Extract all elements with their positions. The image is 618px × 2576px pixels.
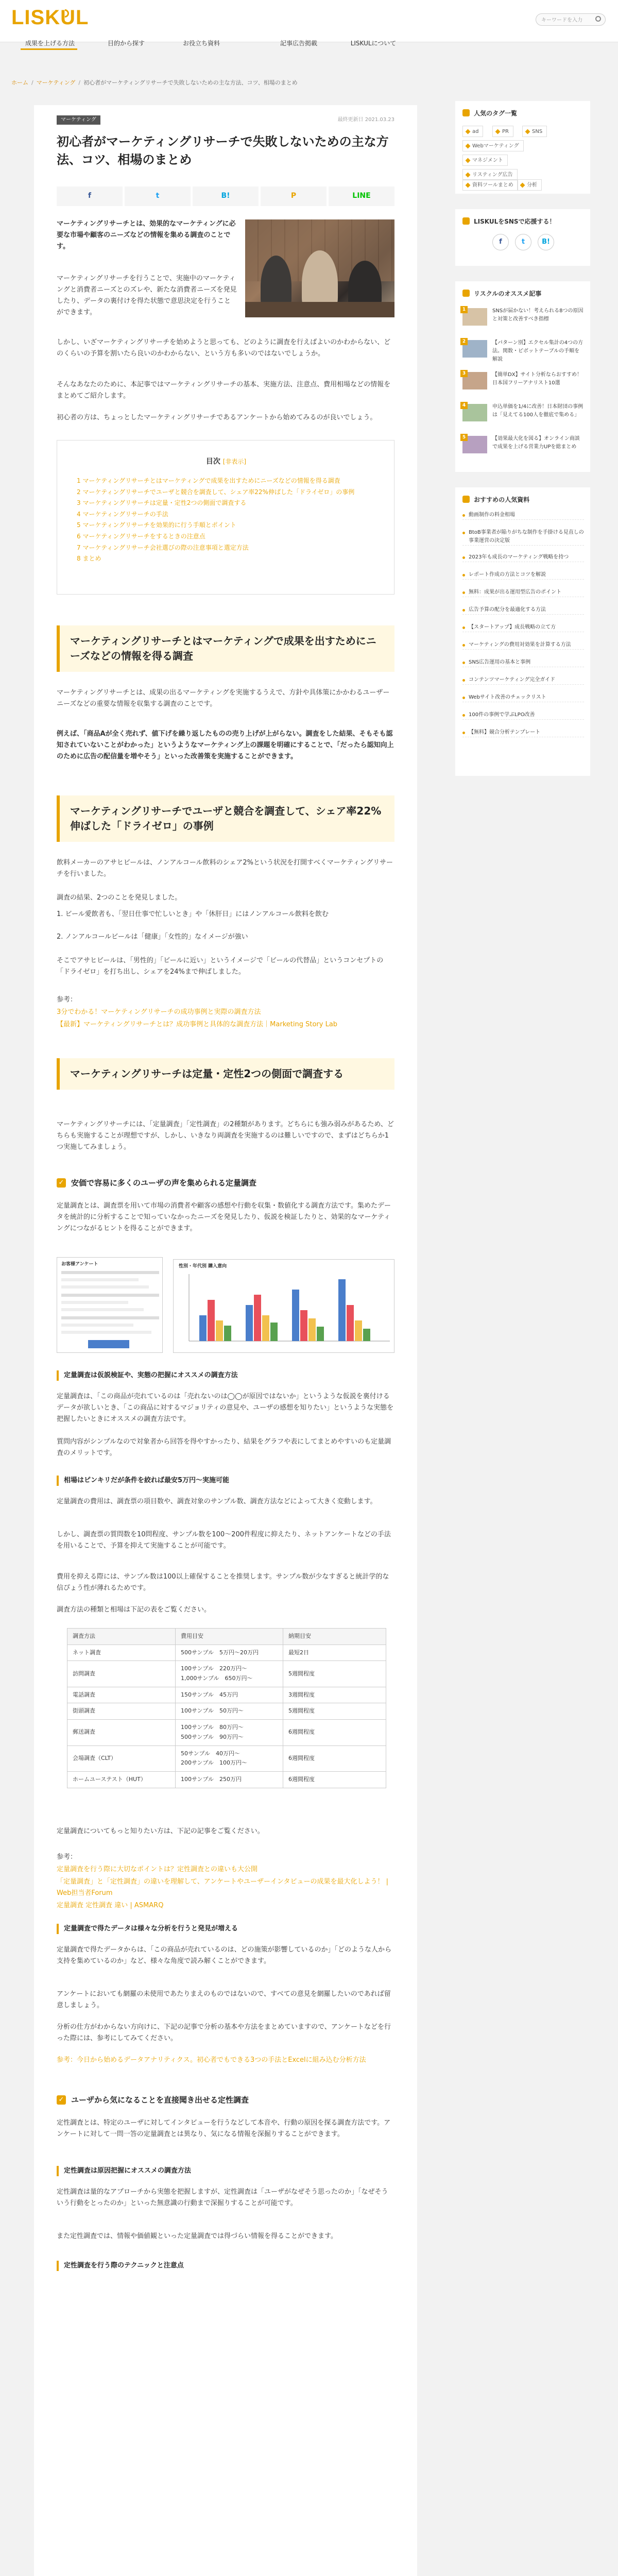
subsection-h4-5: 定性調査を行う際のテクニックと注意点 <box>57 2261 394 2271</box>
popular-item[interactable]: コンテンツマーケティング完全ガイド <box>462 676 584 685</box>
table-of-contents <box>57 440 394 595</box>
follow-widget-title: LISKULをSNSで応援する！ <box>462 216 556 227</box>
check-icon: ✓ <box>57 1178 66 1188</box>
search-icon[interactable] <box>595 16 601 22</box>
reference-label: 参考： <box>57 1853 77 1861</box>
table-cell: 会場調査（CLT） <box>67 1745 176 1771</box>
popular-item[interactable]: 動画制作の料金相場 <box>462 511 584 520</box>
breadcrumb-home[interactable]: ホーム <box>11 79 28 86</box>
ranking-item[interactable]: 1 SNSが届かない！考えられる8つの原因と対策と改善すべき指標 <box>462 307 584 324</box>
popular-item[interactable]: 100件の事例で学ぶLPO改善 <box>462 711 584 720</box>
section2-list-item-1: 1. ビール愛飲者も、「翌日仕事で忙しいとき」や「休肝日」にはノンアルコール飲料を飲む <box>57 910 329 918</box>
tag-chip[interactable]: マネジメント <box>462 155 508 166</box>
tag-icon <box>466 158 471 163</box>
ranking-item[interactable]: 2 【パターン別】エクセル集計の4つの方法。関数・ピボットテーブルの手順を解説 <box>462 339 584 364</box>
popular-item[interactable]: 【スタートアップ】成長戦略の立て方 <box>462 623 584 632</box>
section3-paragraph-11: アンケートにおいても網羅の未使用であたりまえのものではないので、すべての意見を網羅したいのであれば留意しましょう。 <box>57 1990 391 2010</box>
follow-facebook-button[interactable]: f <box>492 234 509 250</box>
tags-widget <box>455 101 590 194</box>
table-header-row <box>67 1629 386 1645</box>
share-facebook-button[interactable]: f <box>57 187 123 206</box>
subsection-h4-4: 定性調査は原因把握にオススメの調査方法 <box>57 2166 394 2176</box>
megaphone-icon <box>462 217 470 225</box>
table-header-method: 調査方法 <box>67 1629 176 1645</box>
table-cell: 100サンプル 250万円 <box>176 1771 283 1788</box>
survey-bar-chart <box>174 1269 395 1351</box>
table-cell: 3週間程度 <box>283 1687 386 1703</box>
tag-icon <box>525 129 530 134</box>
section3-paragraph-6: しかし、調査票の質問数を10問程度、サンプル数を100〜200件程度に抑えたり、ネットアンケートなどの手法を用いることで、予算を抑えて実施することが可能です。 <box>57 1531 391 1550</box>
subsection-h4-3: 定量調査で得たデータは様々な分析を行うと発見が増える <box>57 1924 394 1934</box>
pricing-table <box>67 1628 386 1788</box>
reference-link[interactable]: 参考：今日から始めるデータアナリティクス。初心者でもできる3つの手法とExcelに組み込む分析方法 <box>57 2056 366 2064</box>
toc-item[interactable]: 4 マーケティングリサーチの手法 <box>77 510 168 518</box>
share-line-button[interactable]: LINE <box>329 187 394 206</box>
site-logo[interactable]: LISKUL <box>11 6 89 29</box>
share-buttons <box>57 187 394 206</box>
nav-item-purpose[interactable]: 目的から探す <box>107 40 145 47</box>
share-hatena-button[interactable]: B! <box>193 187 259 206</box>
nav-active-indicator <box>21 48 77 50</box>
tag-icon <box>466 144 471 149</box>
page-title: 初心者がマーケティングリサーチで失敗しないための主な方法、コツ、相場のまとめ <box>57 134 389 167</box>
table-cell: 6週間程度 <box>283 1771 386 1788</box>
table-header-delivery: 納期目安 <box>283 1629 386 1645</box>
search-placeholder: キーワードを入力 <box>541 18 582 23</box>
survey-chart-image <box>173 1259 394 1353</box>
subsection-heading-quantitative <box>57 1177 394 1190</box>
table-cell: 150サンプル 45万円 <box>176 1687 283 1703</box>
tag-icon <box>466 129 471 134</box>
table-cell: 100サンプル 50万円〜 <box>176 1703 283 1720</box>
popular-item[interactable]: レポート作成の方法とコツを解説 <box>462 571 584 580</box>
section1-paragraph-2: 例えば、「商品Aが全く売れず、値下げを繰り返したものの売り上げが上がらない。調査をした結果、そもそも認知されていないことがわかった」というようなマーケティング上の課題を明確にすることで、「だったら認知向上のために広告の配信量を増やそう」といった改善策を実施することができます。 <box>57 730 394 761</box>
table-cell: 電話調査 <box>67 1687 176 1703</box>
table-cell: 6週間程度 <box>283 1745 386 1771</box>
ranking-item[interactable]: 4 申込単価を1/4に改善！日本財団の事例は「見えてる100人を徹底で集める」 <box>462 403 584 419</box>
ranking-item[interactable]: 5 【効果最大化を図る】オンライン商談で成果を上げる営業力UPを総まとめ <box>462 435 584 451</box>
tag-chip[interactable]: SNS <box>522 126 547 137</box>
table-cell: 100サンプル 220万円〜 1,000サンプル 650万円〜 <box>176 1661 283 1687</box>
nav-item-about[interactable]: LISKULについて <box>350 40 397 47</box>
subsection-h4-2: 相場はピンキリだが条件を絞れば最安5万円〜実施可能 <box>57 1476 394 1486</box>
section3-paragraph-12: 分析の仕方がわからない方向けに、下記の記事で分析の基本や方法をまとめていますので、アンケートなどを行った際には、参考にしてみてください。 <box>57 2023 391 2043</box>
follow-widget <box>455 209 590 266</box>
subsection-heading-qualitative <box>57 2094 394 2107</box>
section3-paragraph-13: 定性調査とは、特定のユーザに対してインタビューを行うなどして本音や、行動の原因を探る調査方法です。アンケートに対して一問一答の定量調査とは異なり、気になる情報を深掘りすることができます。 <box>57 2119 391 2139</box>
section2-list-item-2: 2. ノンアルコールビールは「健康」「女性的」なイメージが強い <box>57 933 248 941</box>
table-row <box>67 1771 386 1788</box>
popular-item[interactable]: 広告予算の配分を最適化する方法 <box>462 606 584 615</box>
section-heading-1: マーケティングリサーチとはマーケティングで成果を出すためにニーズなどの情報を得る調査 <box>57 625 394 672</box>
popular-docs-widget <box>455 487 590 776</box>
tag-chip[interactable]: リスティング広告 <box>462 169 518 180</box>
section3-paragraph-5: 定量調査の費用は、調査票の項目数や、調査対象のサンプル数、調査方法などによって大きく変動します。 <box>57 1498 377 1505</box>
section3-paragraph-4: 質問内容がシンプルなので対象者から回答を得やすかったり、結果をグラフや表にしてまとめやすいのも定量調査のメリットです。 <box>57 1438 391 1458</box>
reference-link[interactable]: 定量調査を行う際に大切なポイントは？定性調査との違いも大公開 <box>57 1866 258 1873</box>
popular-item[interactable]: 2023年も成長のマーケティング戦略を持つ <box>462 553 584 562</box>
survey-form-image <box>57 1257 163 1353</box>
reference-link[interactable]: 【最新】マーケティングリサーチとは？成功事例と具体的な調査方法｜Marketing Story Lab <box>57 1021 338 1028</box>
nav-item-methods[interactable]: 成果を上げる方法 <box>25 40 75 47</box>
section1-paragraph-1: マーケティングリサーチとは、成果の出るマーケティングを実施するうえで、方針や具体策にかかわるユーザーニーズなどの重要な情報を収集する調査のことです。 <box>57 689 390 708</box>
lead-paragraph: マーケティングリサーチとは、効果的なマーケティングに必要な市場や顧客のニーズなどの情報を集める調査のことです。 <box>57 220 236 251</box>
category-tag[interactable]: マーケティング <box>57 115 100 125</box>
ranking-item[interactable]: 3 【簡単DX】サイト分析ならおすすめ！日本国フリーアナリスト10選 <box>462 371 584 387</box>
section2-paragraph-3: そこでアサヒビールは、「男性的」「ビールに近い」というイメージで「ビールの代替品」というコンセプトの「ドライゼロ」を打ち出し、シェアを24%まで伸ばしました。 <box>57 957 384 976</box>
breadcrumb: ホーム / マーケティング / 初心者がマーケティングリサーチで失敗しないための主な方法、コツ、相場のまとめ <box>11 79 298 86</box>
lead-image <box>245 219 394 317</box>
table-cell: ネット調査 <box>67 1645 176 1661</box>
toc-title <box>57 456 395 468</box>
reference-link[interactable]: 定量調査 定性調査 違い | ASMARQ <box>57 1902 164 1909</box>
table-cell: 50サンプル 40万円〜 200サンプル 100万円〜 <box>176 1745 283 1771</box>
table-cell: 街頭調査 <box>67 1703 176 1720</box>
table-cell: 6週間程度 <box>283 1720 386 1745</box>
popular-item[interactable]: 【無料】競合分析テンプレート <box>462 728 584 737</box>
toc-item[interactable]: 7 マーケティングリサーチ会社選びの際の注意事項と選定方法 <box>77 544 249 551</box>
ranking-widget-title: リスクルのオススメ記事 <box>462 289 541 299</box>
toc-item[interactable]: 5 マーケティングリサーチを効果的に行う手順とポイント <box>77 521 236 529</box>
table-row <box>67 1645 386 1661</box>
tag-icon <box>466 173 471 178</box>
section-heading-3: マーケティングリサーチは定量・定性2つの側面で調査する <box>57 1058 394 1090</box>
popular-item[interactable]: 無料：成果が出る運用型広告のポイント <box>462 588 584 597</box>
tag-icon <box>466 183 471 188</box>
table-cell: 郵送調査 <box>67 1720 176 1745</box>
ranking-widget <box>455 281 590 472</box>
section3-paragraph-14: 定性調査は量的なアプローチから実態を把握しますが、定性調査は「ユーザがなぜそう思ったのか」「なぜそういう行動をとったのか」といった無意識の行動まで深掘りすることが可能です。 <box>57 2188 388 2208</box>
site-header <box>0 0 618 42</box>
popular-item[interactable]: Webサイト改善のチェックリスト <box>462 693 584 702</box>
subsection-title: ユーザから気になることを直接聞き出せる定性調査 <box>71 2095 249 2105</box>
intro-paragraph-3: そんなあなたのために、本記事ではマーケティングリサーチの基本、実施方法、注意点、費用相場などの情報をまとめてご紹介します。 <box>57 381 391 400</box>
thumbs-up-icon <box>462 290 470 297</box>
share-pocket-button[interactable]: P <box>261 187 327 206</box>
survey-form-title: お客様アンケート <box>61 1262 98 1267</box>
search-input[interactable] <box>536 13 606 26</box>
section-heading-2: マーケティングリサーチでユーザと競合を調査して、シェア率22%伸ばした「ドライゼロ」の事例 <box>57 795 394 842</box>
popular-item[interactable]: マーケティングの費用対効果を計算する方法 <box>462 641 584 650</box>
toc-list <box>77 476 386 565</box>
table-row <box>67 1720 386 1745</box>
tag-chip[interactable]: 分析 <box>517 179 542 191</box>
tag-chip[interactable]: PR <box>492 126 513 137</box>
section3-paragraph-1: マーケティングリサーチには、「定量調査」「定性調査」の2種類があります。どちらにも強み弱みがあるため、どちらも実施することが理想ですが、しかし、いきなり両調査を実施するのは難しいですので、まずはどちらか1つ実施してみましょう。 <box>57 1121 394 1151</box>
intro-paragraph-2: しかし、いざマーケティングリサーチを始めようと思っても、どのように調査を行えばよいのかわからない、どのくらいの予算を割いたら良いのかわからない、という方も多いのではないでしょうか。 <box>57 338 391 358</box>
tag-icon <box>495 129 501 134</box>
tag-chip[interactable]: 資料ツールまとめ <box>462 179 518 191</box>
section3-paragraph-8: 調査方法の種類と相場は下記の表をご覧ください。 <box>57 1606 211 1614</box>
section2-paragraph-1: 飲料メーカーのアサヒビールは、ノンアルコール飲料のシェア2%という状況を打開すべくマーケティングリサーチを行いました。 <box>57 859 393 878</box>
table-cell: 最短2日 <box>283 1645 386 1661</box>
popular-item[interactable]: BtoB事業者が陥りがちな制作を手掛ける見直しの事業運営の決定版 <box>462 529 584 546</box>
tag-icon <box>462 109 470 116</box>
tag-chip[interactable]: Webマーケティング <box>462 140 524 151</box>
tag-chip[interactable]: ad <box>462 126 483 137</box>
toc-heading: 目次 <box>205 457 220 466</box>
nav-item-resources[interactable]: お役立ち資料 <box>182 40 220 47</box>
table-header-cost: 費用目安 <box>176 1629 283 1645</box>
subsection-title: 安価で容易に多くのユーザの声を集められる定量調査 <box>71 1178 257 1188</box>
article-container <box>34 105 417 2576</box>
popular-item[interactable]: SNS広告運用の基本と事例 <box>462 658 584 667</box>
breadcrumb-current: 初心者がマーケティングリサーチで失敗しないための主な方法、コツ、相場のまとめ <box>83 79 298 86</box>
intro-paragraph-1: マーケティングリサーチを行うことで、実施中のマーケティングと消費者ニーズとのズレや、新たな消費者ニーズを発見したり、データの裏付けを得た状態で意思決定を行うことができます。 <box>57 275 237 317</box>
toc-toggle-button[interactable]: [非表示] <box>222 458 247 465</box>
toc-item[interactable]: 6 マーケティングリサーチをするときの注意点 <box>77 532 205 540</box>
section3-paragraph-10: 定量調査で得たデータからは、「この商品が売れているのは、どの施策が影響しているのか」「どのような人から支持を集めているのか」など、様々な角度で読み解くことができます。 <box>57 1946 392 1965</box>
document-icon <box>462 496 470 503</box>
tag-icon <box>520 183 525 188</box>
toc-item[interactable]: 3 マーケティングリサーチは定量・定性2つの側面で調査する <box>77 499 247 507</box>
toc-item[interactable]: 2 マーケティングリサーチでユーザと競合を調査して、シェア率22%伸ばした「ドライゼロ」の事例 <box>77 488 355 496</box>
survey-chart-title: 性別・年代別 購入意向 <box>179 1264 227 1269</box>
breadcrumb-category[interactable]: マーケティング <box>36 79 76 86</box>
table-cell: 5週間程度 <box>283 1703 386 1720</box>
section3-paragraph-7: 費用を抑える際には、サンプル数は100以上確保することを推奨します。サンプル数が少なすぎると統計学的な信ぴょう性が薄れるためです。 <box>57 1573 389 1592</box>
nav-item-ads[interactable]: 記事広告掲載 <box>280 40 317 47</box>
table-cell: ホームユーステスト（HUT） <box>67 1771 176 1788</box>
table-cell: 訪問調査 <box>67 1661 176 1687</box>
table-cell: 500サンプル 5万円〜20万円 <box>176 1645 283 1661</box>
section3-paragraph-2: 定量調査とは、調査票を用いて市場の消費者や顧客の感想や行動を収集・数値化する調査方法です。集めたデータを統計的に分析することで知っていなかったニーズを発見したり、仮説を検証したりと、効果的なマーケティングにつながるヒントを得ることができます。 <box>57 1202 391 1233</box>
table-row <box>67 1703 386 1720</box>
follow-twitter-button[interactable]: t <box>515 234 531 250</box>
section3-paragraph-9: 定量調査についてもっと知りたい方は、下記の記事をご覧ください。 <box>57 1827 264 1835</box>
reference-label: 参考： <box>57 996 77 1004</box>
section3-paragraph-3: 定量調査は、「この商品が売れているのは「売れないのは◯◯が原因ではないか」というような仮説を裏付けるデータが欲しいとき、「この商品に対するマジョリティの意見や、ユーザの感想を知りたい」というような実態を把握したいときにオススメの調査方法です。 <box>57 1393 394 1423</box>
toc-item[interactable]: 1 マーケティングリサーチとはマーケティングで成果を出すためにニーズなどの情報を得る調査 <box>77 477 340 484</box>
tags-widget-title: 人気のタグ一覧 <box>462 108 517 118</box>
follow-hatena-button[interactable]: B! <box>538 234 554 250</box>
subsection-h4-1: 定量調査は仮説検証や、実態の把握にオススメの調査方法 <box>57 1370 394 1381</box>
table-cell: 5週間程度 <box>283 1661 386 1687</box>
section3-paragraph-15: また定性調査では、情報や価値観といった定量調査では得づらい情報を得ることができます。 <box>57 2232 337 2240</box>
table-row <box>67 1745 386 1771</box>
survey-screenshots <box>57 1257 394 1355</box>
check-icon: ✓ <box>57 2095 66 2105</box>
share-twitter-button[interactable]: t <box>125 187 191 206</box>
intro-paragraph-4: 初心者の方は、ちょっとしたマーケティングリサーチであるアンケートから始めてみるのが良いでしょう。 <box>57 414 377 421</box>
reference-link[interactable]: 「定量調査」と「定性調査」の違いを理解して、アンケートやユーザーインタビューの成果を最大化しよう！ | Web担当者Forum <box>57 1878 388 1897</box>
section2-paragraph-2: 調査の結果、2つのことを発見しました。 <box>57 894 182 902</box>
reference-link[interactable]: 3分でわかる！マーケティングリサーチの成功事例と実際の調査方法 <box>57 1008 261 1016</box>
popular-widget-title: おすすめの人気資料 <box>462 495 529 505</box>
table-cell: 100サンプル 80万円〜 500サンプル 90万円〜 <box>176 1720 283 1745</box>
table-row <box>67 1661 386 1687</box>
toc-item[interactable]: 8 まとめ <box>77 555 101 563</box>
table-row <box>67 1687 386 1703</box>
post-date: 最終更新日 2021.03.23 <box>337 117 394 123</box>
